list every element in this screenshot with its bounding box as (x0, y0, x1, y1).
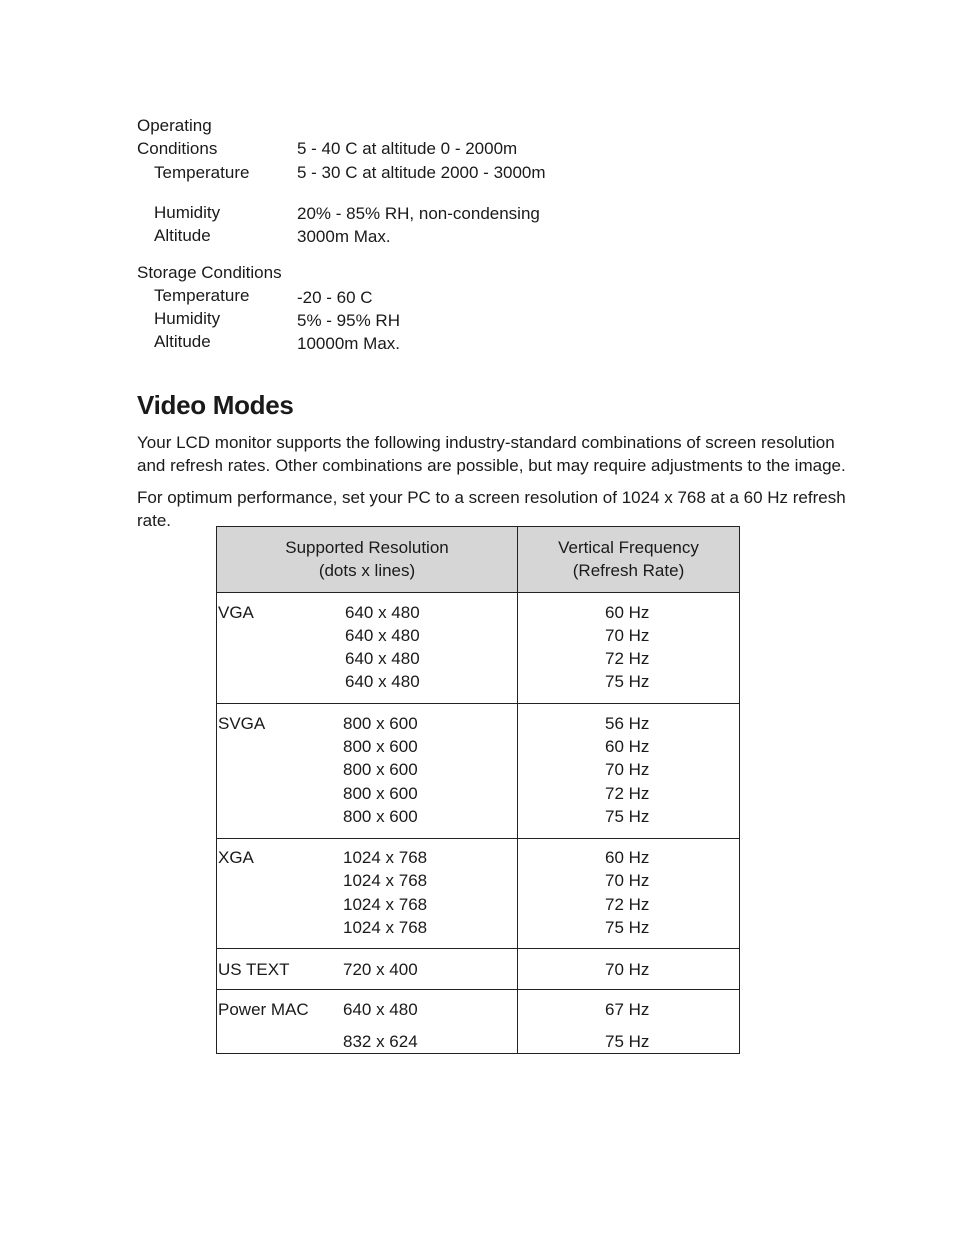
storage-humidity-label: Humidity (154, 309, 221, 328)
group-divider (217, 703, 739, 704)
table-row: 75 Hz (605, 1032, 650, 1051)
table-row: 72 Hz (605, 649, 650, 668)
storage-temperature-value: -20 - 60 C (297, 288, 373, 307)
operating-humidity-label: Humidity (154, 203, 221, 222)
table-row: 70 Hz (605, 760, 650, 779)
operating-altitude-label: Altitude (154, 226, 211, 245)
storage-altitude-value: 10000m Max. (297, 334, 400, 353)
operating-temperature-value-2: 5 - 30 C at altitude 2000 - 3000m (297, 163, 546, 182)
table-row: 640 x 480 (345, 603, 420, 622)
table-row: 640 x 480 (345, 626, 420, 645)
mode-label-us-text: US TEXT (218, 960, 290, 979)
storage-temperature-label: Temperature (154, 286, 250, 305)
table-row: 60 Hz (605, 848, 650, 867)
table-row: 70 Hz (605, 871, 650, 890)
storage-heading: Storage Conditions (137, 263, 282, 282)
intro-paragraph: Your LCD monitor supports the following industry-standard combinations of screen resolution and refresh rates. Other combinations are possible, but may require adjustments to the image. (137, 433, 846, 475)
table-row: 60 Hz (605, 737, 650, 756)
table-row: 640 x 480 (343, 1000, 418, 1019)
table-row: 1024 x 768 (343, 871, 428, 890)
group-divider (217, 838, 739, 839)
table-row: 1024 x 768 (343, 848, 428, 867)
table-row: 75 Hz (605, 807, 650, 826)
table-row: 832 x 624 (343, 1032, 418, 1051)
storage-humidity-value: 5% - 95% RH (297, 311, 400, 330)
table-row: 800 x 600 (343, 784, 418, 803)
table-row: 60 Hz (605, 603, 650, 622)
mode-label-xga: XGA (218, 848, 254, 867)
operating-temperature-label: Temperature (154, 163, 250, 182)
table-row: 75 Hz (605, 918, 650, 937)
mode-label-vga: VGA (218, 603, 254, 622)
header-resolution-line1: Supported Resolution (285, 538, 449, 557)
table-row: 800 x 600 (343, 737, 418, 756)
operating-temperature-value-1: 5 - 40 C at altitude 0 - 2000m (297, 139, 518, 158)
table-row: 56 Hz (605, 714, 650, 733)
table-row: 70 Hz (605, 626, 650, 645)
table-row: 800 x 600 (343, 714, 418, 733)
table-row: 640 x 480 (345, 649, 420, 668)
table-row: 800 x 600 (343, 760, 418, 779)
table-row: 1024 x 768 (343, 918, 428, 937)
table-row: 72 Hz (605, 895, 650, 914)
table-row: 640 x 480 (345, 672, 420, 691)
operating-humidity-value: 20% - 85% RH, non-condensing (297, 204, 540, 223)
table-row: 720 x 400 (343, 960, 418, 979)
table-row: 67 Hz (605, 1000, 650, 1019)
storage-altitude-label: Altitude (154, 332, 211, 351)
header-resolution-line2: (dots x lines) (318, 561, 416, 580)
operating-heading-line2: Conditions (137, 139, 218, 158)
group-divider (217, 989, 739, 990)
table-row: 800 x 600 (343, 807, 418, 826)
header-frequency-line1: Vertical Frequency (558, 538, 699, 557)
table-row: 75 Hz (605, 672, 650, 691)
operating-altitude-value: 3000m Max. (297, 227, 391, 246)
table-row: 72 Hz (605, 784, 650, 803)
video-modes-table (216, 526, 740, 1054)
optimum-paragraph: For optimum performance, set your PC to a screen resolution of 1024 x 768 at a 60 Hz refresh rate. (137, 488, 846, 530)
section-title: Video Modes (137, 390, 294, 420)
group-divider (217, 948, 739, 949)
mode-label-power-mac: Power MAC (218, 1000, 309, 1019)
table-row: 1024 x 768 (343, 895, 428, 914)
table-row: 70 Hz (605, 960, 650, 979)
operating-heading-line1: Operating (137, 116, 212, 135)
header-frequency-line2: (Refresh Rate) (572, 561, 685, 580)
column-divider (517, 527, 518, 1053)
mode-label-svga: SVGA (218, 714, 266, 733)
